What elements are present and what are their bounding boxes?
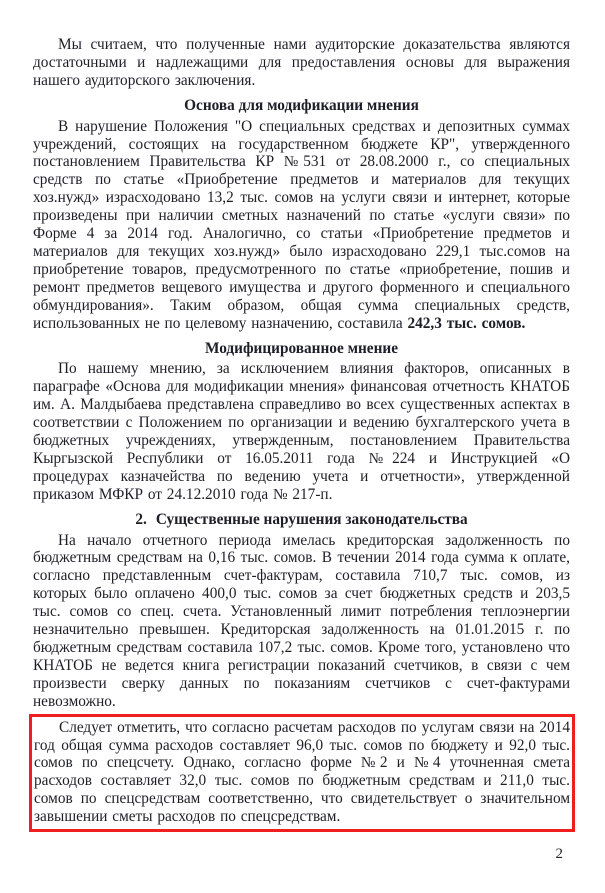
basis-body-text: В нарушение Положения "О специальных средствах и депозитных суммах учреждений, состоящих на государственном бюджете КР", утвержденного постановлением Правительства КР №531 от 28.08.2000 г., со специальных средств по статье «Приобретение предметов и материалов для текущих хоз.нужд» израсходовано 13,2 тыс. сомов на услуги связи и интернет, которые произведены при наличии сметных назначений по статье «услуги связи» по Форме 4 за 2014 год. Аналогично, со статьи «Приобретение предметов и материалов для текущих хоз.нужд» было израсходовано 229,1 тыс.сомов на приобретение товаров, предусмотренного по статье «приобретение, пошив и ремонт предметов вещевого имущества и другого форменного и специального обмундирования». Таким образом, общая сумма специальных средств, использованных не по целевому назначению, составила — [33, 117, 570, 332]
total-misused-amount: 242,3 тыс. сомов. — [407, 314, 526, 332]
heading-basis-for-modification: Основа для модификации мнения — [184, 96, 419, 114]
paragraph-modified-opinion-body: По нашему мнению, за исключением влияния факторов, описанных в параграфе «Основа для модификации мнения» финансовая отчетность КНАТОБ им. А. Малдыбаева представлена справедливо во всех существенных аспектах в соответствии с Положением по организации и ведению бухгалтерского учета в бюджетных учреждениях, утвержденным, постановлением Правительства Кыргызской Республики от 16.05.2011 года №224 и Инструкцией «О процедурах казначейства по ведению учета и отчетности», утвержденной приказом МФКР от 24.12.2010 года № 217-п. — [33, 360, 570, 503]
heading-modified-opinion: Модифицированное мнение — [204, 339, 399, 357]
paragraph-highlighted-expenses: Следует отметить, что согласно расчетам расходов по услугам связи на 2014 год общая сумма расходов составляет 96,0 тыс. сомов по бюджету и 92,0 тыс. сомов по спецсчету. Однако, согласно форме №2 и №4 уточненная смета расходов составляет 32,0 тыс. сомов по бюджетным средствам и 211,0 тыс. сомов по спецсредствам соответственно, что свидетельствует о значительном завышении сметы расходов по спецсредствам. — [34, 718, 570, 826]
page-number: 2 — [555, 846, 563, 862]
paragraph-audit-evidence: Мы считаем, что полученные нами аудиторские доказательства являются достаточными и надлежащими для предоставления основы для выражения нашего аудиторского заключения. — [33, 36, 570, 89]
paragraph-creditor-debt: На начало отчетного периода имелась кредиторская задолженность по бюджетным средствам на 0,16 тыс. сомов. В течении 2014 года сумма к оплате, согласно представленным счет-фактурам, составила 710,7 тыс. сомов, из которых было оплачено 400,0 тыс. сомов за счет бюджетных средств и 203,5 тыс. сомов со спец. счета. Установленный лимит потребления теплоэнергии незначительно превышен. Кредиторская задолженность на 01.01.2015 г. по бюджетным средствам составила 107,2 тыс. сомов. Кроме того, установлено что КНАТОБ не ведется книга регистрации показаний счетчиков, в связи с чем произвести сверку данных по показаниям счетчиков с счет-фактурами невозможно. — [33, 531, 570, 710]
heading-section-number: 2. — [135, 510, 147, 528]
paragraph-basis-body — [33, 118, 570, 333]
heading-section-label: Существенные нарушения законодательства — [155, 510, 468, 528]
heading-significant-violations — [33, 511, 570, 529]
red-annotation-box — [29, 714, 575, 832]
